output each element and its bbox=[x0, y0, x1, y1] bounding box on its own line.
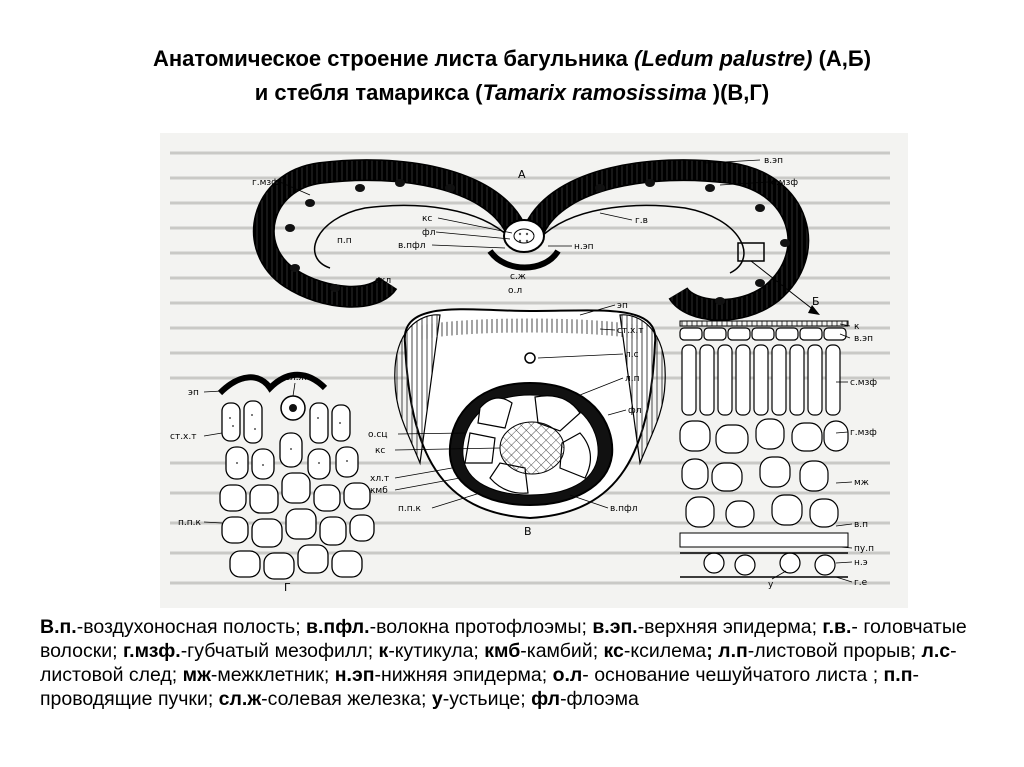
label-v-v-pfl: в.пфл bbox=[610, 504, 638, 514]
legend-term: у bbox=[431, 688, 443, 710]
page-title bbox=[0, 42, 1024, 110]
legend-term: в.пфл. bbox=[306, 616, 370, 638]
legend-definition: - головчатые волоски; bbox=[40, 616, 967, 662]
label-v-fl: фл bbox=[628, 406, 642, 416]
label-a-g-mzf: г.мзф bbox=[252, 178, 279, 188]
label-a-g-v: г.в bbox=[635, 216, 648, 226]
legend-definition: -верхняя эпидерма; bbox=[637, 616, 823, 638]
label-v-o-l: о.л bbox=[508, 286, 523, 296]
panel-label-g: Г bbox=[284, 581, 291, 594]
legend-definition: -проводящие пучки; bbox=[40, 664, 920, 710]
legend-definition: - основание чешуйчатого листа ; bbox=[582, 664, 884, 686]
label-v-kmb: кмб bbox=[370, 486, 388, 496]
label-a-s-mzf: с.мзф bbox=[771, 178, 799, 188]
label-v-ep: эп bbox=[617, 301, 628, 311]
legend-definition: -листовой прорыв; bbox=[747, 640, 922, 662]
label-b-u: у bbox=[768, 580, 774, 590]
label-b-v-ep: в.эп bbox=[854, 334, 873, 344]
legend-term: ; л.п bbox=[706, 640, 748, 662]
label-a-v-pfl: в.пфл bbox=[398, 241, 426, 251]
label-a-n-ep: н.эп bbox=[574, 242, 594, 252]
panel-label-b: Б bbox=[812, 295, 820, 308]
legend-term: В.п. bbox=[40, 616, 77, 638]
label-a-v-ep: в.эп bbox=[764, 156, 783, 166]
legend-term: мж bbox=[182, 664, 211, 686]
label-g-st-h-t: ст.х.т bbox=[170, 432, 197, 442]
label-v-hl-t: хл.т bbox=[370, 474, 390, 484]
legend-definition: -солевая железка; bbox=[261, 688, 432, 710]
label-b-mzh: мж bbox=[854, 478, 869, 488]
legend-term: п.п bbox=[883, 664, 913, 686]
legend-term: л.с bbox=[921, 640, 951, 662]
title-line-2: и стебля тамарикса (Tamarix ramosissima )(В,Г) bbox=[254, 80, 770, 105]
legend-text bbox=[40, 615, 990, 711]
legend-definition: -нижняя эпидерма; bbox=[374, 664, 553, 686]
label-v-l-s: л.с bbox=[625, 350, 639, 360]
legend-definition: -кутикула; bbox=[388, 640, 485, 662]
label-b-s-mzf: с.мзф bbox=[850, 378, 878, 388]
anatomy-figure bbox=[160, 133, 908, 608]
legend-definition: -камбий; bbox=[520, 640, 604, 662]
legend-term: сл.ж bbox=[218, 688, 262, 710]
legend-definition: -губчатый мезофилл; bbox=[180, 640, 379, 662]
label-g-p-p-k: п.п.к bbox=[178, 518, 201, 528]
anatomy-drawing bbox=[160, 133, 908, 608]
legend-term: к bbox=[378, 640, 389, 662]
title-line-1: Анатомическое строение листа багульника (Ledum palustre) (А,Б) bbox=[152, 46, 872, 71]
label-v-p-p-k: п.п.к bbox=[398, 504, 421, 514]
label-b-n-e: н.э bbox=[854, 558, 868, 568]
legend-definition: -волокна протофлоэмы; bbox=[369, 616, 593, 638]
label-a-fl: фл bbox=[422, 228, 436, 238]
label-v-o-sc: о.сц bbox=[368, 430, 388, 440]
legend-term: фл bbox=[531, 688, 561, 710]
label-b-pu-p: пу.п bbox=[854, 544, 874, 554]
stem-cross-section-v bbox=[368, 286, 665, 538]
legend-definition: -воздухоносная полость; bbox=[76, 616, 307, 638]
legend-term: г.мзф. bbox=[123, 640, 181, 662]
legend-term: н.эп bbox=[334, 664, 375, 686]
label-g-sl-zh: сл.ж bbox=[285, 373, 307, 383]
panel-label-v: В bbox=[524, 525, 532, 538]
label-b-v-p: в.п bbox=[854, 520, 869, 530]
legend-term: в.эп. bbox=[592, 616, 638, 638]
legend-definition: -устьице; bbox=[442, 688, 532, 710]
label-b-g-mzf: г.мзф bbox=[850, 428, 877, 438]
label-v-ks: кс bbox=[375, 446, 386, 456]
label-a-p-p: п.п bbox=[337, 236, 352, 246]
label-a-ks: кс bbox=[422, 214, 433, 224]
leaf-cross-section-a bbox=[252, 156, 820, 315]
label-g-ep: эп bbox=[188, 388, 199, 398]
label-a-skl: скл bbox=[375, 276, 392, 286]
legend-definition: -листовой след; bbox=[40, 640, 957, 686]
legend-definition: -межклетник; bbox=[210, 664, 335, 686]
label-b-k: к bbox=[854, 322, 860, 332]
legend-term: о.л bbox=[552, 664, 583, 686]
label-a-s-zh: с.ж bbox=[510, 272, 526, 282]
legend-definition: -ксилема bbox=[623, 640, 707, 662]
label-v-l-p: л.п bbox=[625, 374, 640, 384]
legend-term: г.в. bbox=[822, 616, 852, 638]
legend-term: кс bbox=[603, 640, 624, 662]
label-b-g-e: г.е bbox=[854, 578, 868, 588]
leaf-detail-b bbox=[680, 295, 877, 590]
panel-label-a: А bbox=[518, 168, 526, 181]
label-v-st-h-t: ст.х.т bbox=[617, 326, 644, 336]
stem-detail-g bbox=[170, 373, 374, 594]
legend-term: кмб bbox=[484, 640, 521, 662]
legend-definition: -флоэма bbox=[560, 688, 639, 710]
